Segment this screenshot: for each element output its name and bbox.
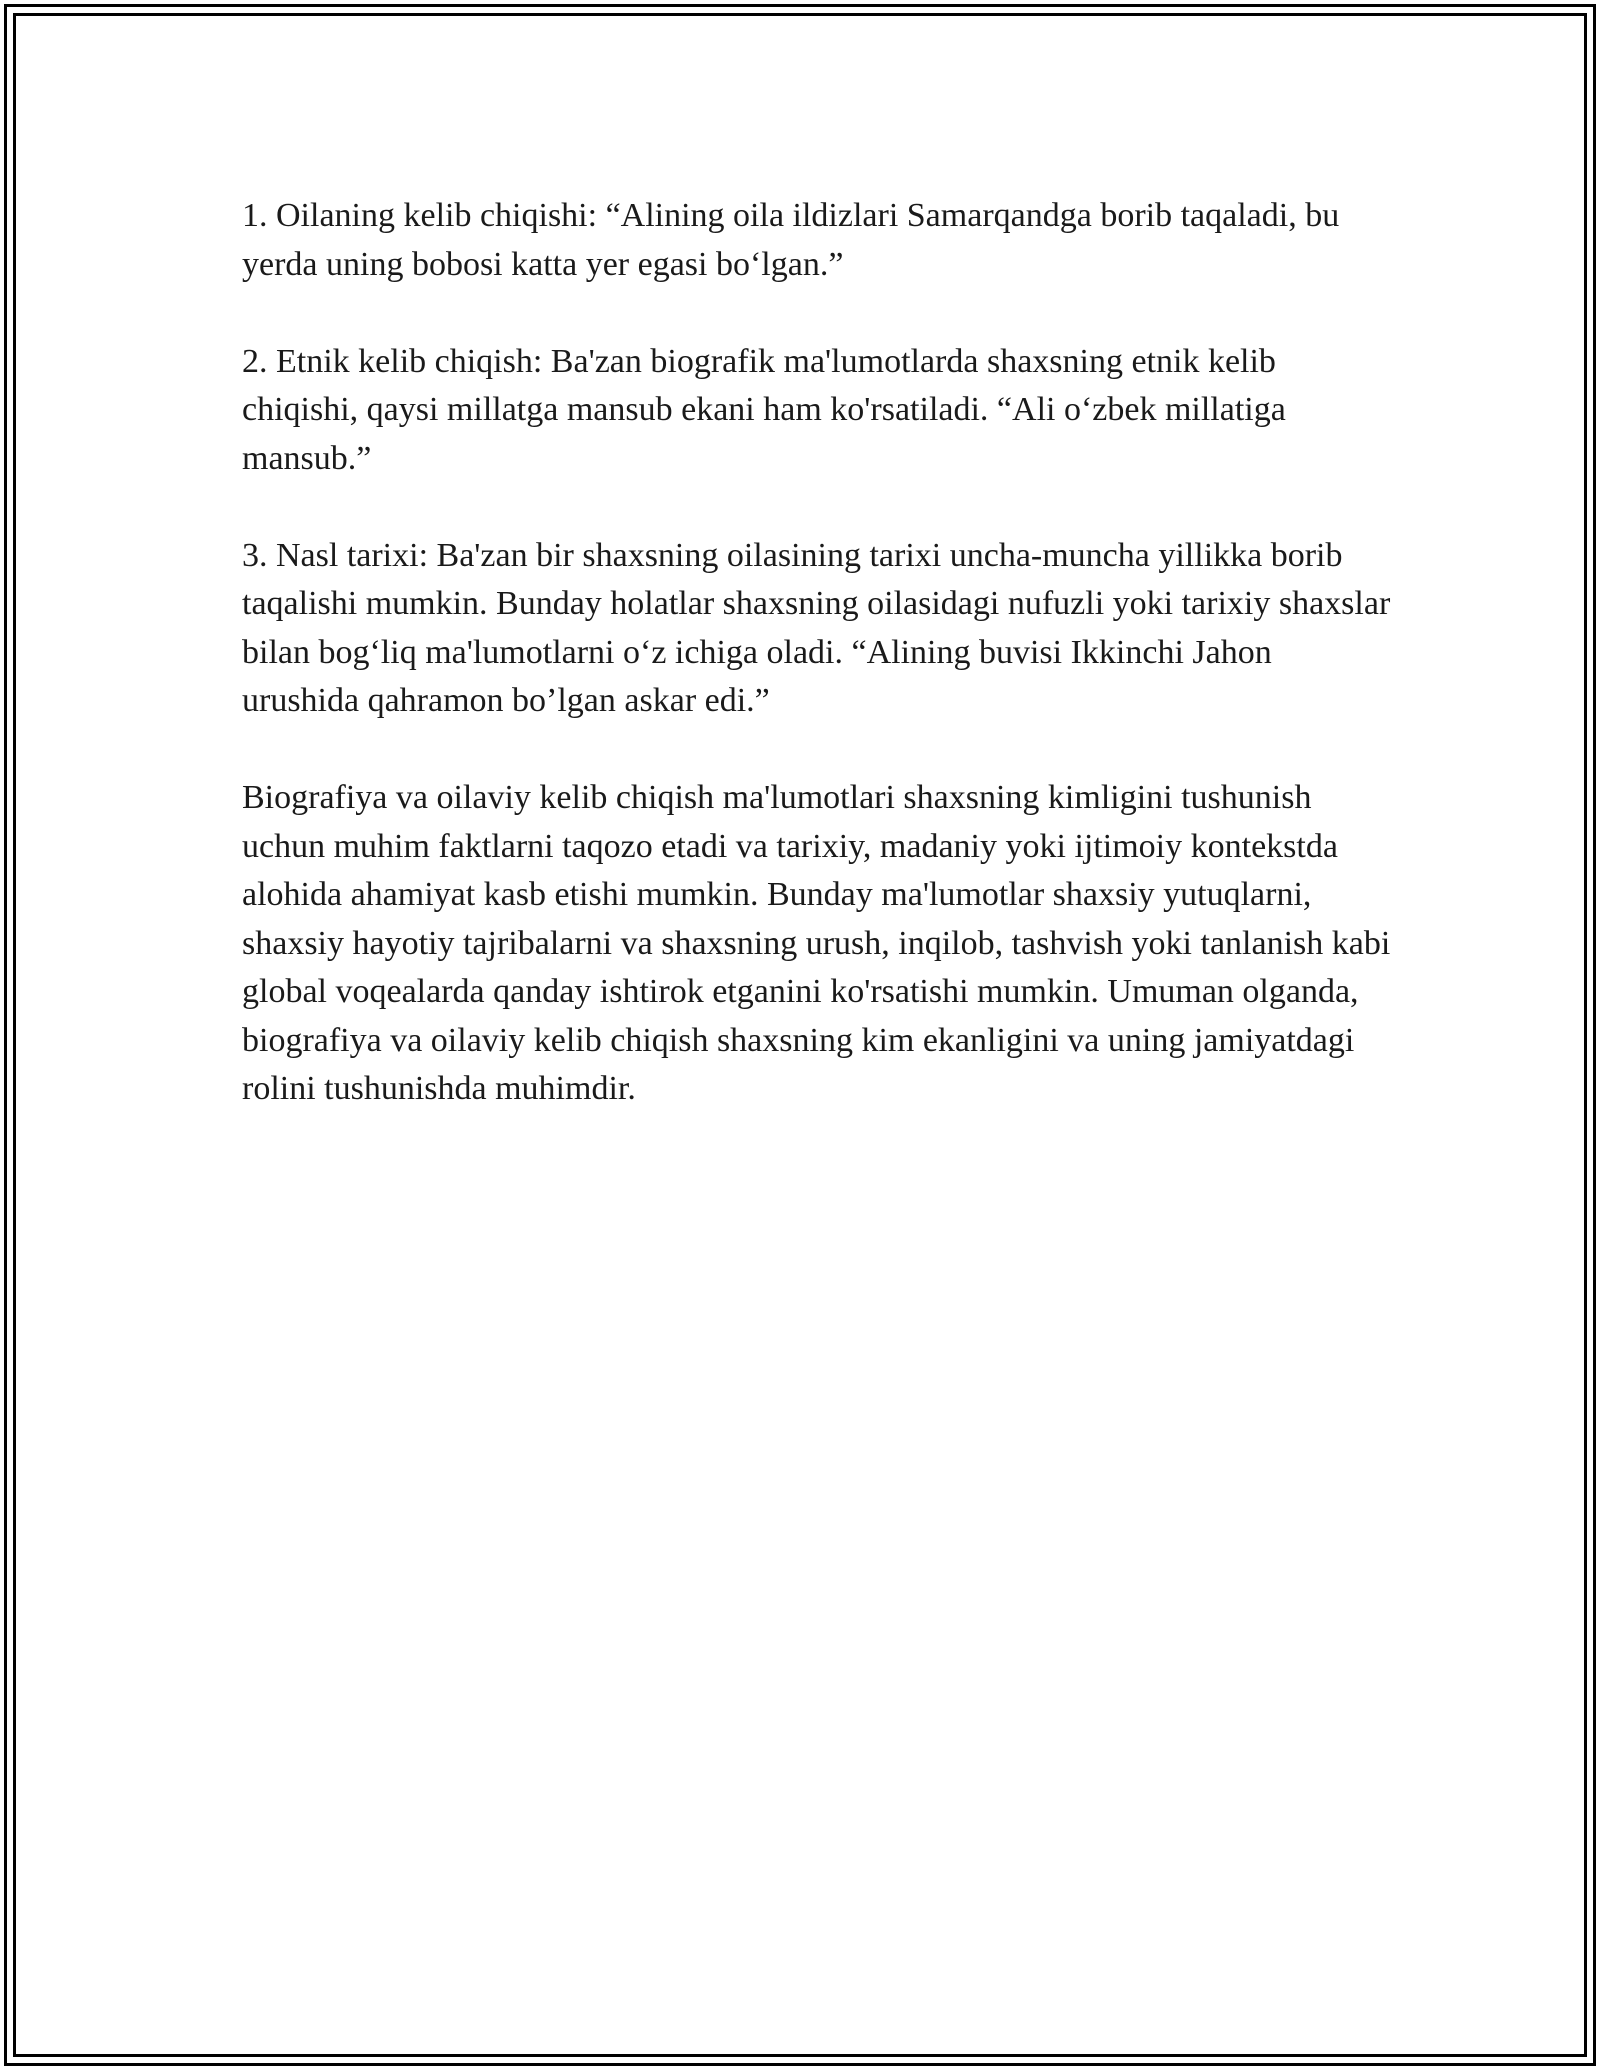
page-frame: [4, 4, 1596, 2066]
paragraph-family-origin: 1. Oilaning kelib chiqishi: “Alining oila ildizlari Samarqandga borib taqaladi, bu yerda uning bobosi katta yer egasi bo‘lgan.”: [242, 197, 1340, 283]
paragraph-lineage-history: 3. Nasl tarixi: Ba'zan bir shaxsning oilasining tarixi uncha-muncha yillikka borib taqalishi mumkin. Bunday holatlar shaxsning oilasidagi nufuzli yoki tarixiy shaxslar bilan bog‘liq ma'lumotlarni o‘z ichiga oladi. “Alining buvisi Ikkinchi Jahon urushida qahramon bo’lgan askar edi.”: [242, 536, 1391, 719]
paragraph-ethnic-origin: 2. Etnik kelib chiqish: Ba'zan biografik ma'lumotlarda shaxsning etnik kelib chiqishi, qaysi millatga mansub ekani ham ko'rsatiladi. “Ali o‘zbek millatiga mansub.”: [242, 342, 1286, 477]
document-body: [242, 192, 1392, 1162]
paragraph-summary: Biografiya va oilaviy kelib chiqish ma'lumotlari shaxsning kimligini tushunish uchun muhim faktlarni taqozo etadi va tarixiy, madaniy yoki ijtimoiy kontekstda alohida ahamiyat kasb etishi mumkin. Bunday ma'lumotlar shaxsiy yutuqlarni, shaxsiy hayotiy tajribalarni va shaxsning urush, inqilob, tashvish yoki tanlanish kabi global voqealarda qanday ishtirok etganini ko'rsatishi mumkin. Umuman olganda, biografiya va oilaviy kelib chiqish shaxsning kim ekanligini va uning jamiyatdagi rolini tushunishda muhimdir.: [242, 779, 1391, 1107]
